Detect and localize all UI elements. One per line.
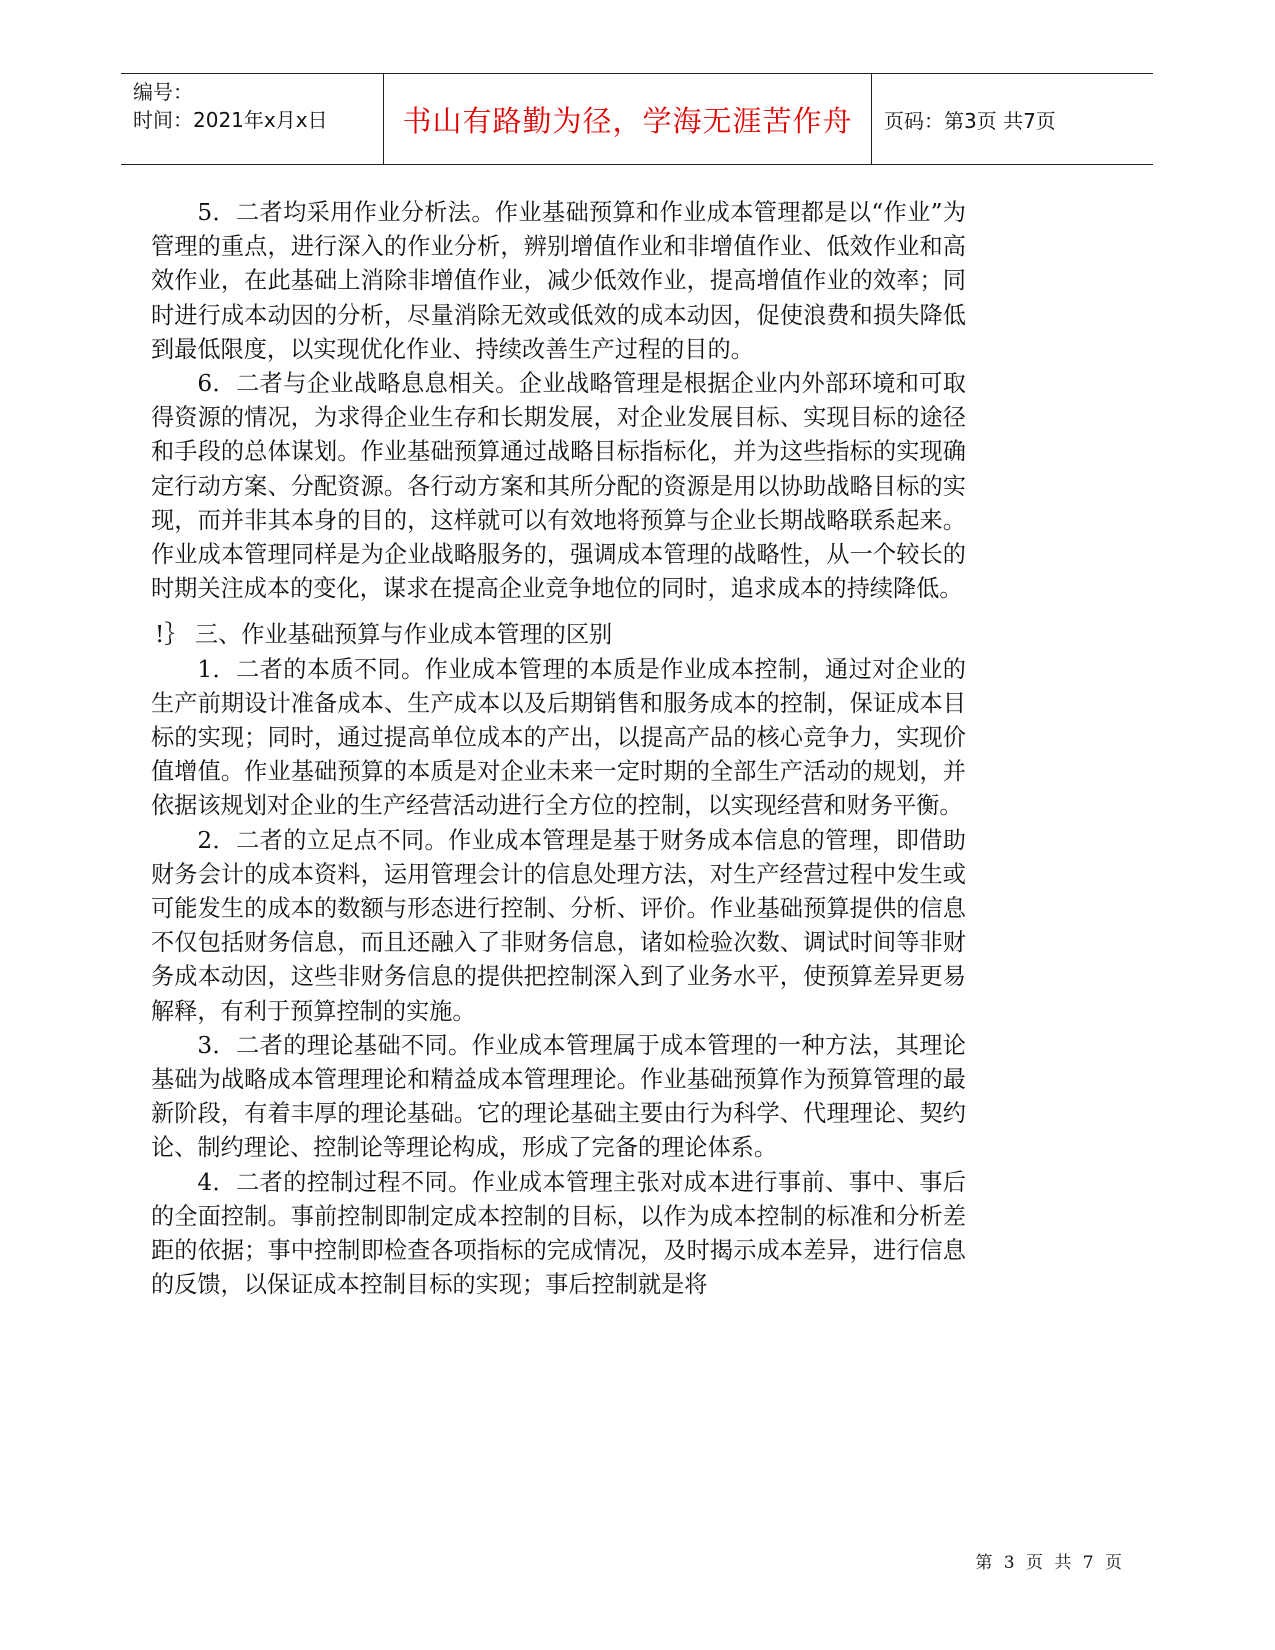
section-heading: !｝ 三、作业基础预算与作业成本管理的区别 bbox=[155, 621, 613, 649]
time-label: 时间：2021年x月x日 bbox=[133, 108, 328, 132]
paragraph: 5．二者均采用作业分析法。作业基础预算和作业成本管理都是以“作业”为管理的重点，进行深入的作业分析，辨别增值作业和非增值作业、低效作业和高效作业，在此基础上消除非增值作业，减少低效作业，提高增值作业的效率；同时进行成本动因的分析，尽量消除无效或低效的成本动因，促使浪费和损失降低到最低限度，以实现优化作业、持续改善生产过程的目的。 bbox=[151, 199, 966, 363]
page-footer bbox=[975, 1548, 1125, 1573]
paragraph: 6．二者与企业战略息息相关。企业战略管理是根据企业内外部环境和可取得资源的情况，为求得企业生存和长期发展，对企业发展目标、实现目标的途径和手段的总体谋划。作业基础预算通过战略目标指标化，并为这些指标的实现确定行动方案、分配资源。各行动方案和其所分配的资源是用以协助战略目标的实现，而并非其本身的目的，这样就可以有效地将预算与企业长期战略联系起来。作业成本管理同样是为企业战略服务的，强调成本管理的战略性，从一个较长的时期关注成本的变化，谋求在提高企业竞争地位的同时，追求成本的持续降低。 bbox=[151, 370, 966, 603]
header-page-cell bbox=[872, 74, 1153, 164]
paragraph: 1．二者的本质不同。作业成本管理的本质是作业成本控制，通过对企业的生产前期设计准备成本、生产成本以及后期销售和服务成本的控制，保证成本目标的实现；同时，通过提高单位成本的产出，以提高产品的核心竞争力，实现价值增值。作业基础预算的本质是对企业未来一定时期的全部生产活动的规划，并依据该规划对企业的生产经营活动进行全方位的控制，以实现经营和财务平衡。 bbox=[151, 655, 966, 820]
document-body bbox=[151, 196, 966, 1303]
header-motto-cell bbox=[384, 74, 872, 164]
page-header bbox=[121, 73, 1153, 165]
page-label: 页码：第3页 共7页 bbox=[884, 108, 1056, 133]
paragraph: 4．二者的控制过程不同。作业成本管理主张对成本进行事前、事中、事后的全面控制。事前控制即制定成本控制的目标，以作为成本控制的标准和分析差距的依据；事中控制即检查各项指标的完成情况，及时揭示成本差异，进行信息的反馈，以保证成本控制目标的实现；事后控制就是将 bbox=[151, 1168, 966, 1299]
header-info-cell bbox=[121, 74, 384, 164]
number-label: 编号： bbox=[133, 80, 193, 104]
footer-page-number: 第 3 页 共 7 页 bbox=[975, 1553, 1125, 1573]
paragraph: 3．二者的理论基础不同。作业成本管理属于成本管理的一种方法，其理论基础为战略成本管理理论和精益成本管理理论。作业基础预算作为预算管理的最新阶段，有着丰厚的理论基础。它的理论基础主要由行为科学、代理理论、契约论、制约理论、控制论等理论构成，形成了完备的理论体系。 bbox=[151, 1031, 966, 1162]
motto-text: 书山有路勤为径，学海无涯苦作舟 bbox=[402, 103, 853, 138]
paragraph: 2．二者的立足点不同。作业成本管理是基于财务成本信息的管理，即借助财务会计的成本资料，运用管理会计的信息处理方法，对生产经营过程中发生或可能发生的成本的数额与形态进行控制、分析、评价。作业基础预算提供的信息不仅包括财务信息，而且还融入了非财务信息，诸如检验次数、调试时间等非财务成本动因，这些非财务信息的提供把控制深入到了业务水平，使预算差异更易解释，有利于预算控制的实施。 bbox=[151, 826, 966, 1025]
